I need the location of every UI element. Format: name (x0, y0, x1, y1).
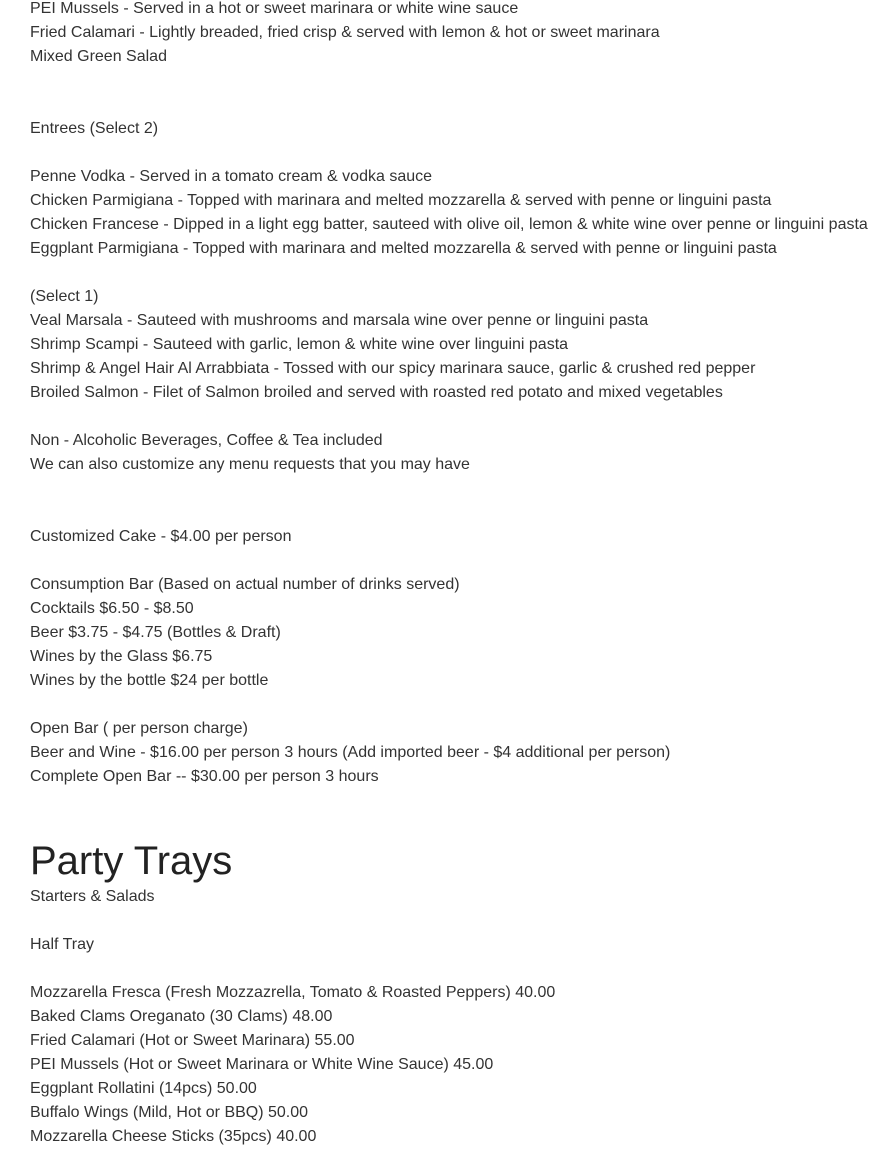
entree-item: Broiled Salmon - Filet of Salmon broiled and served with roasted red potato and mixed vegetables (30, 384, 723, 401)
spacer (30, 693, 880, 717)
spacer (30, 549, 880, 573)
tray-item: PEI Mussels (Hot or Sweet Marinara or White Wine Sauce) 45.00 (30, 1056, 494, 1073)
starter-item: PEI Mussels - Served in a hot or sweet marinara or white wine sauce (30, 0, 519, 17)
tray-size: Half Tray (30, 936, 95, 953)
beverages-note: Non - Alcoholic Beverages, Coffee & Tea included (30, 432, 383, 449)
bar-item: Cocktails $6.50 - $8.50 (30, 600, 194, 617)
tray-item: Fried Calamari (Hot or Sweet Marinara) 55.00 (30, 1032, 355, 1049)
entree-item: Chicken Parmigiana - Topped with marinara and melted mozzarella & served with penne or linguini pasta (30, 192, 772, 209)
entree-item: Shrimp & Angel Hair Al Arrabbiata - Tossed with our spicy marinara sauce, garlic & crushed red pepper (30, 360, 756, 377)
entree-item: Penne Vodka - Served in a tomato cream & vodka sauce (30, 168, 433, 185)
spacer (30, 93, 880, 117)
tray-category: Starters & Salads (30, 888, 155, 905)
spacer (30, 405, 880, 429)
spacer (30, 789, 880, 813)
tray-item: Mozzarella Fresca (Fresh Mozzazrella, Tomato & Roasted Peppers) 40.00 (30, 984, 556, 1001)
spacer (30, 813, 880, 837)
spacer (30, 141, 880, 165)
open-bar-item: Beer and Wine - $16.00 per person 3 hours (Add imported beer - $4 additional per person) (30, 744, 671, 761)
tray-item: Eggplant Rollatini (14pcs) 50.00 (30, 1080, 257, 1097)
entree-item: Shrimp Scampi - Sauteed with garlic, lemon & white wine over linguini pasta (30, 336, 569, 353)
open-bar-heading: Open Bar ( per person charge) (30, 720, 248, 737)
bar-item: Wines by the Glass $6.75 (30, 648, 213, 665)
spacer (30, 501, 880, 525)
starter-item: Fried Calamari - Lightly breaded, fried crisp & served with lemon & hot or sweet marinara (30, 24, 660, 41)
menu-content (30, 0, 880, 1149)
entree-item: Veal Marsala - Sauteed with mushrooms and marsala wine over penne or linguini pasta (30, 312, 649, 329)
consumption-bar-heading: Consumption Bar (Based on actual number of drinks served) (30, 576, 460, 593)
open-bar-item: Complete Open Bar -- $30.00 per person 3 hours (30, 768, 379, 785)
spacer (30, 261, 880, 285)
bar-item: Wines by the bottle $24 per bottle (30, 672, 269, 689)
bar-item: Beer $3.75 - $4.75 (Bottles & Draft) (30, 624, 281, 641)
tray-item: Baked Clams Oreganato (30 Clams) 48.00 (30, 1008, 333, 1025)
tray-item: Buffalo Wings (Mild, Hot or BBQ) 50.00 (30, 1104, 309, 1121)
spacer (30, 909, 880, 933)
tray-item: Mozzarella Cheese Sticks (35pcs) 40.00 (30, 1128, 317, 1145)
party-trays-title: Party Trays (30, 839, 233, 883)
spacer (30, 957, 880, 981)
customize-note: We can also customize any menu requests that you may have (30, 456, 470, 473)
cake-price: Customized Cake - $4.00 per person (30, 528, 292, 545)
spacer (30, 69, 880, 93)
entrees-heading: Entrees (Select 2) (30, 120, 159, 137)
entree-item: Eggplant Parmigiana - Topped with marinara and melted mozzarella & served with penne or linguini pasta (30, 240, 777, 257)
select1-heading: (Select 1) (30, 288, 99, 305)
entree-item: Chicken Francese - Dipped in a light egg batter, sauteed with olive oil, lemon & white wine over penne or linguini pasta (30, 216, 868, 233)
spacer (30, 477, 880, 501)
starter-item: Mixed Green Salad (30, 48, 167, 65)
